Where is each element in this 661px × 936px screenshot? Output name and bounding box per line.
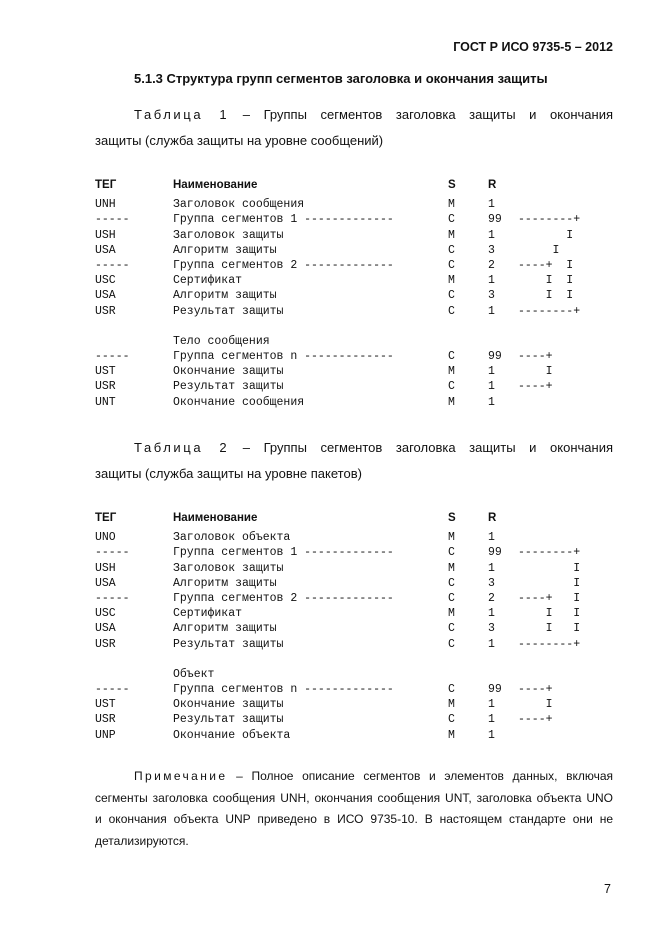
cell-r: 2 (488, 258, 495, 272)
table2 (95, 512, 581, 744)
cell-tag: ----- (95, 350, 130, 364)
cell-group-diagram: I (518, 365, 553, 379)
cell-name: Алгоритм защиты (173, 622, 277, 636)
table-row (95, 683, 553, 698)
table2-caption-line2: защиты (служба защиты на уровне пакетов) (95, 466, 362, 481)
cell-s: C (448, 546, 455, 560)
cell-r: 1 (488, 698, 495, 712)
cell-name: Алгоритм защиты (173, 576, 277, 590)
cell-name: Заголовок защиты (173, 561, 284, 575)
cell-r: 1 (488, 713, 495, 727)
note-line4: детализируются. (95, 833, 189, 848)
cell-name: Сертификат (173, 607, 243, 621)
cell-tag: ----- (95, 683, 130, 697)
cell-s: C (448, 289, 455, 303)
table-row (95, 258, 574, 274)
cell-s: M (448, 198, 455, 212)
table1-header-name: Наименование (173, 179, 258, 191)
cell-group-diagram: I I (518, 607, 581, 621)
cell-s: M (448, 365, 455, 379)
cell-r: 99 (488, 683, 502, 697)
cell-group-diagram: I (518, 698, 553, 712)
cell-r: 1 (488, 274, 495, 288)
cell-group-diagram: I I (518, 289, 574, 303)
table-row (95, 698, 553, 713)
cell-name: Группа сегментов n ------------- (173, 350, 394, 364)
table2-header-s: S (448, 512, 456, 524)
cell-r: 1 (488, 198, 495, 212)
table-row (95, 380, 553, 395)
cell-group-diagram: --------+ (518, 213, 581, 227)
table2-caption-line1 (95, 435, 613, 461)
table-row (95, 213, 581, 228)
section-title: 5.1.3 Структура групп сегментов заголовка и окончания защиты (134, 71, 548, 86)
cell-tag: USR (95, 304, 116, 318)
table1-header-tag: ТЕГ (95, 179, 117, 191)
cell-name: Алгоритм защиты (173, 289, 277, 303)
table-row (95, 531, 495, 546)
cell-name: Результат защиты (173, 637, 284, 651)
cell-group-diagram: ----+ (518, 350, 553, 364)
note-line1 (95, 766, 613, 788)
cell-r: 3 (488, 243, 495, 257)
table-row (95, 622, 581, 637)
cell-r: 1 (488, 304, 495, 318)
cell-tag: USH (95, 228, 116, 242)
cell-tag: USR (95, 637, 116, 651)
cell-tag: USR (95, 380, 116, 394)
cell-group-diagram: ----+ (518, 380, 553, 394)
cell-name: Результат защиты (173, 304, 284, 318)
cell-tag: ----- (95, 591, 130, 605)
table-row (95, 289, 574, 304)
cell-name: Результат защиты (173, 713, 284, 727)
table-row (95, 350, 553, 365)
cell-tag: USA (95, 576, 116, 590)
table1-header-s: S (448, 179, 456, 191)
table2-header-row (95, 512, 497, 527)
cell-name: Окончание защиты (173, 365, 284, 379)
cell-r: 3 (488, 576, 495, 590)
page-number: 7 (604, 882, 611, 896)
cell-s: C (448, 683, 455, 697)
cell-s: M (448, 728, 455, 742)
cell-name: Окончание объекта (173, 728, 291, 742)
cell-r: 1 (488, 637, 495, 651)
table-row (95, 576, 581, 592)
cell-r: 99 (488, 546, 502, 560)
cell-s: C (448, 380, 455, 394)
cell-name: Тело сообщения (173, 334, 270, 348)
cell-group-diagram: I (518, 228, 574, 242)
table-row (95, 667, 215, 683)
cell-r: 1 (488, 228, 495, 242)
cell-group-diagram: I (518, 243, 560, 257)
cell-group-diagram: I I (518, 622, 581, 636)
cell-s: C (448, 350, 455, 364)
cell-r: 3 (488, 289, 495, 303)
cell-r: 1 (488, 728, 495, 742)
table-row (95, 365, 553, 380)
cell-tag: USA (95, 243, 116, 257)
cell-r: 3 (488, 622, 495, 636)
table1 (95, 179, 581, 411)
cell-s: M (448, 228, 455, 242)
cell-name: Алгоритм защиты (173, 243, 277, 257)
table-row (95, 591, 581, 607)
table-row (95, 713, 553, 728)
table-row (95, 320, 108, 335)
cell-name: Группа сегментов 2 ------------- (173, 591, 394, 605)
cell-s: C (448, 591, 455, 605)
cell-name: Заголовок сообщения (173, 198, 305, 212)
cell-s: M (448, 531, 455, 545)
table-row (95, 395, 495, 411)
table1-caption-line1 (95, 102, 613, 128)
cell-group-diagram: --------+ (518, 637, 581, 651)
table1-header-row (95, 179, 497, 194)
cell-tag: USR (95, 713, 116, 727)
table2-caption-label: Таблица 2 (134, 440, 230, 455)
cell-tag: USA (95, 289, 116, 303)
cell-name: Группа сегментов 1 ------------- (173, 213, 394, 227)
cell-r: 1 (488, 380, 495, 394)
cell-name: Результат защиты (173, 380, 284, 394)
cell-s: C (448, 713, 455, 727)
cell-name: Объект (173, 667, 215, 681)
cell-tag: ----- (95, 258, 130, 272)
cell-name: Окончание сообщения (173, 395, 305, 409)
cell-tag: UNH (95, 198, 116, 212)
cell-r: 1 (488, 561, 495, 575)
note-line2: сегменты заголовка сообщения UNH, окончания сообщения UNT, заголовка объекта UNO (95, 790, 613, 805)
cell-s: C (448, 576, 455, 590)
cell-r: 2 (488, 591, 495, 605)
cell-tag: UST (95, 698, 116, 712)
document-header: ГОСТ Р ИСО 9735-5 – 2012 (453, 40, 613, 54)
table-row (95, 728, 495, 744)
table1-header-r: R (488, 179, 497, 191)
table-row (95, 198, 495, 213)
cell-group-diagram: ----+ (518, 713, 553, 727)
note-line1-text: – Полное описание сегментов и элементов данных, включая (227, 769, 613, 783)
cell-tag: ----- (95, 213, 130, 227)
cell-name: Заголовок защиты (173, 228, 284, 242)
note-line3: и окончания объекта UNP приведено в ИСО 9735-10. В настоящем стандарте они не (95, 812, 613, 826)
table-row (95, 228, 574, 244)
cell-tag: USC (95, 607, 116, 621)
table-row (95, 637, 581, 653)
cell-tag: UNP (95, 728, 116, 742)
table-row (95, 653, 108, 668)
table1-caption-line2: защиты (служба защиты на уровне сообщений) (95, 133, 384, 148)
table2-header-r: R (488, 512, 497, 524)
table1-caption-label: Таблица 1 (134, 107, 230, 122)
cell-name: Группа сегментов n ------------- (173, 683, 394, 697)
cell-tag: UST (95, 365, 116, 379)
cell-s: M (448, 698, 455, 712)
table2-caption-text: – Группы сегментов заголовка защиты и окончания (229, 440, 613, 455)
cell-group-diagram: ----+ (518, 683, 553, 697)
table-row (95, 561, 581, 577)
cell-s: C (448, 622, 455, 636)
cell-r: 99 (488, 213, 502, 227)
cell-tag: UNT (95, 395, 116, 409)
table-row (95, 607, 581, 622)
cell-group-diagram: ----+ I (518, 258, 574, 272)
cell-group-diagram: I (518, 576, 581, 590)
note-label: Примечание (134, 769, 228, 783)
cell-group-diagram: I (518, 561, 581, 575)
table1-caption (95, 102, 613, 154)
cell-group-diagram: I I (518, 274, 574, 288)
cell-s: M (448, 395, 455, 409)
cell-r: 1 (488, 531, 495, 545)
cell-r: 1 (488, 365, 495, 379)
cell-name: Заголовок объекта (173, 531, 291, 545)
table1-caption-text: – Группы сегментов заголовка защиты и окончания (229, 107, 613, 122)
cell-name: Сертификат (173, 274, 243, 288)
cell-group-diagram: ----+ I (518, 591, 581, 605)
table-row (95, 274, 574, 289)
table-row (95, 304, 581, 320)
table2-header-tag: ТЕГ (95, 512, 117, 524)
cell-tag: ----- (95, 546, 130, 560)
cell-s: C (448, 637, 455, 651)
cell-tag: USH (95, 561, 116, 575)
table2-header-name: Наименование (173, 512, 258, 524)
cell-r: 99 (488, 350, 502, 364)
table-row (95, 546, 581, 561)
cell-group-diagram: --------+ (518, 546, 581, 560)
table-row (95, 334, 270, 350)
cell-name: Окончание защиты (173, 698, 284, 712)
cell-tag: USC (95, 274, 116, 288)
cell-tag: UNO (95, 531, 116, 545)
table-row (95, 243, 560, 259)
cell-s: M (448, 274, 455, 288)
cell-name: Группа сегментов 1 ------------- (173, 546, 394, 560)
note (95, 766, 613, 852)
cell-s: M (448, 561, 455, 575)
cell-group-diagram: --------+ (518, 304, 581, 318)
cell-r: 1 (488, 607, 495, 621)
cell-s: C (448, 304, 455, 318)
table2-caption (95, 435, 613, 487)
cell-r: 1 (488, 395, 495, 409)
cell-s: C (448, 213, 455, 227)
cell-tag: USA (95, 622, 116, 636)
cell-s: M (448, 607, 455, 621)
cell-name: Группа сегментов 2 ------------- (173, 258, 394, 272)
cell-s: C (448, 258, 455, 272)
cell-s: C (448, 243, 455, 257)
